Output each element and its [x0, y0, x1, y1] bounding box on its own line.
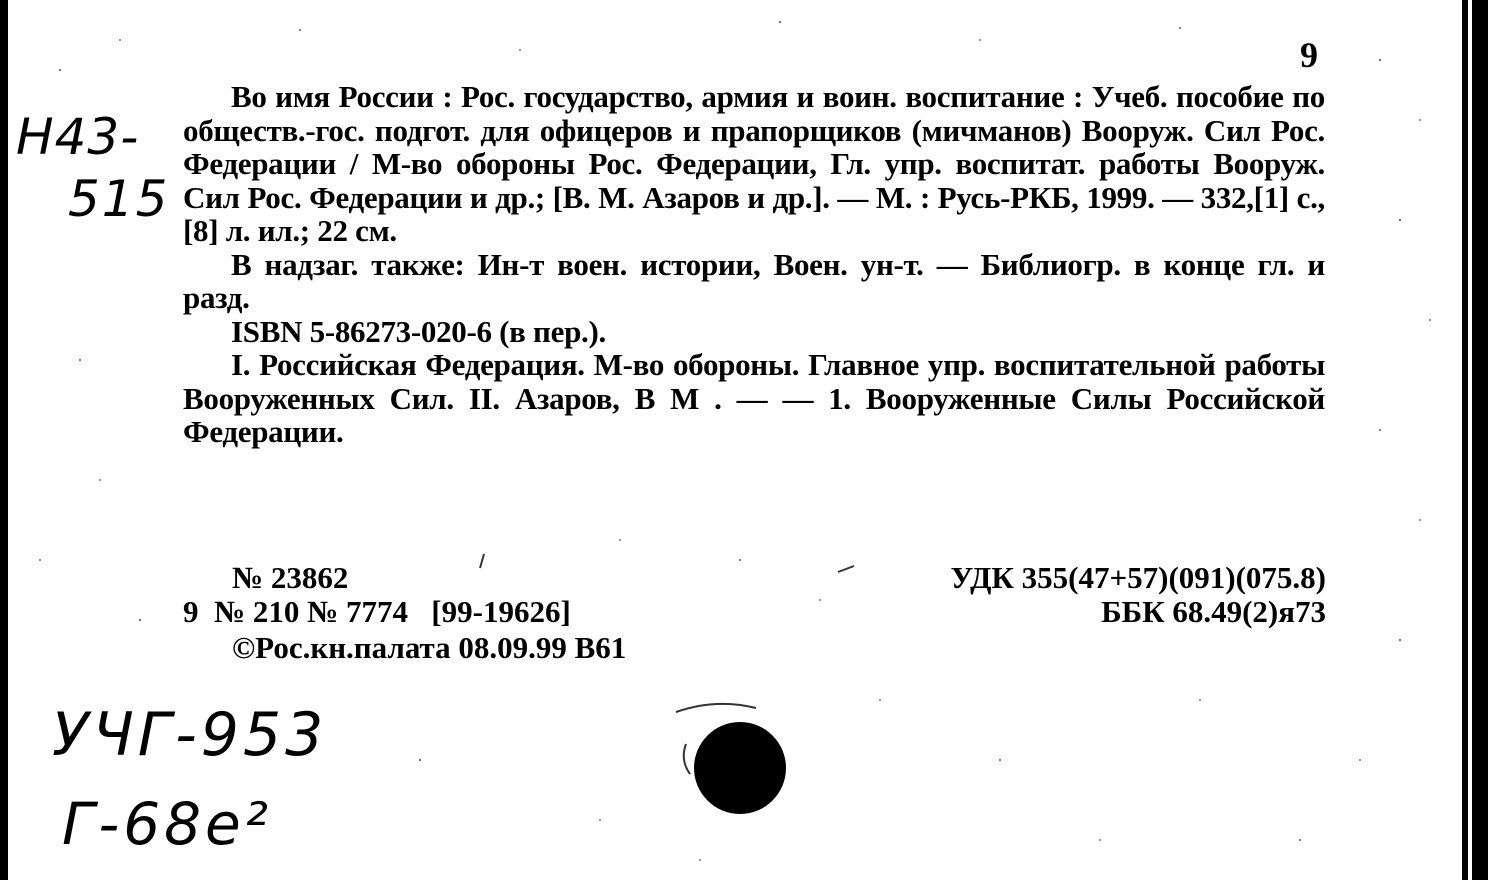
record-tracings: I. Российская Федерация. М-во обороны. Главное упр. воспитательной работы Вооруженных Сил. II. Азаров, В М . — — 1. Вооруженные Силы Российской Федерации. — [183, 347, 1325, 449]
record-description: Во имя России : Рос. государство, армия и воин. воспитание : Учеб. пособие по обществ.-гос. подгот. для офицеров и прапорщиков (мичманов) Вооруж. Сил Рос. Федерации / М-во обороны Рос. Федерации, Гл. упр. воспитат. работы Вооруж. Сил Рос. Федерации и др.; [В. М. Азаров и др.]. — М. : Русь-РКБ, 1999. — 332,[1] с., [8] л. ил.; 22 см. — [183, 79, 1325, 248]
bbk-code: ББК 68.49(2)я73 — [1101, 594, 1326, 629]
record-isbn: ISBN 5-86273-020-6 (в пер.). — [231, 313, 606, 349]
handwritten-shelf-mark-bottom-2: Г-68е² — [62, 790, 272, 858]
card-number: № 23862 — [232, 560, 349, 595]
card-punch-hole — [694, 722, 786, 814]
record-note: В надзаг. также: Ин-т воен. истории, Воен. ун-т. — Библиогр. в конце гл. и разд. — [183, 246, 1325, 315]
card-registration-line: 9 № 210 № 7774 [99-19626] — [183, 594, 571, 629]
bibliographic-record — [183, 80, 1325, 449]
handwritten-shelf-mark-top-1: Н43- — [16, 108, 140, 166]
copyright-line: ©Рос.кн.палата 08.09.99 В61 — [232, 630, 627, 665]
udk-code: УДК 355(47+57)(091)(075.8) — [950, 560, 1326, 595]
handwritten-shelf-mark-top-2: 515 — [68, 170, 170, 228]
page-number: 9 — [1300, 35, 1318, 75]
handwritten-shelf-mark-bottom-1: УЧГ-953 — [52, 700, 328, 770]
